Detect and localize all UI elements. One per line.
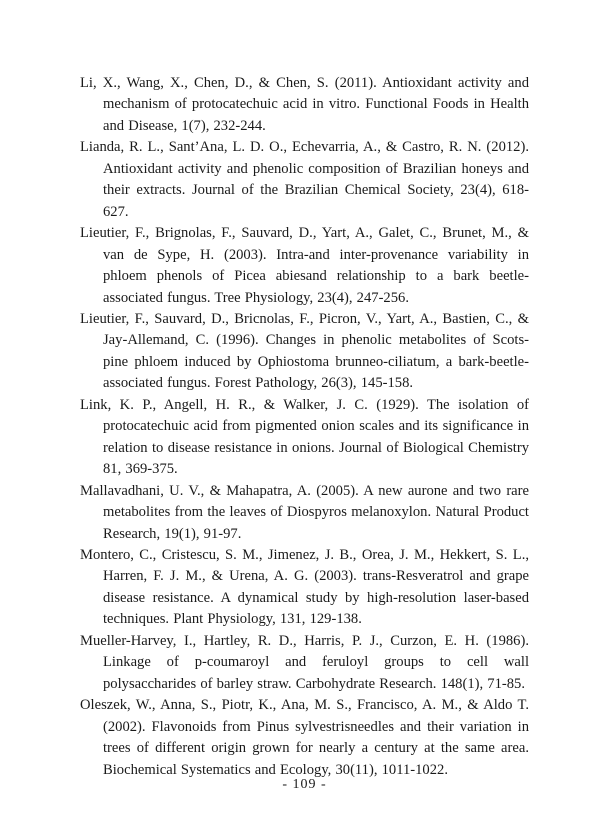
reference-entry-lieutier-1996: Lieutier, F., Sauvard, D., Bricnolas, F., Picron, V., Yart, A., Bastien, C., & Jay-Allemand, C. (1996). Changes in phenolic metabolites of Scots-pine phloem induced by Ophiostoma brunneo-ciliatum, a bark-beetle-associated fungus. Forest Pathology, 26(3), 145-158. [80,310,529,392]
reference-entry-lieutier-2003: Lieutier, F., Brignolas, F., Sauvard, D., Yart, A., Galet, C., Brunet, M., & van de Sype, H. (2003). Intra-and inter-provenance variability in phloem phenols of Picea abiesand relationship to a bark beetle-associated fungus. Tree Physiology, 23(4), 247-256. [80,225,529,306]
reference-list [80,73,529,781]
reference-entry-mallavadhani-2005: Mallavadhani, U. V., & Mahapatra, A. (2005). A new aurone and two rare metabolites from the leaves of Diospyros melanoxylon. Natural Product Research, 19(1), 91-97. [80,482,529,542]
reference-entry-link-1929: Link, K. P., Angell, H. R., & Walker, J. C. (1929). The isolation of protocatechuic acid from pigmented onion scales and its significance in relation to disease resistance in onions. Journal of Biological Chemistry 81, 369-375. [80,396,529,478]
reference-entry-li-2011: Li, X., Wang, X., Chen, D., & Chen, S. (2011). Antioxidant activity and mechanism of protocatechuic acid in vitro. Functional Foods in Health and Disease, 1(7), 232-244. [80,75,529,134]
reference-entry-montero-2003: Montero, C., Cristescu, S. M., Jimenez, J. B., Orea, J. M., Hekkert, S. L., Harren, F. J. M., & Urena, A. G. (2003). trans-Resveratrol and grape disease resistance. A dynamical study by high-resolution laser-based techniques. Plant Physiology, 131, 129-138. [80,546,529,628]
page-number: - 109 - [282,777,327,792]
reference-entry-oleszek-2002: Oleszek, W., Anna, S., Piotr, K., Ana, M. S., Francisco, A. M., & Aldo T. (2002). Flavonoids from Pinus sylvestrisneedles and their variation in trees of different origin grown for nearly a century at the same area. Biochemical Systematics and Ecology, 30(11), 1011-1022. [80,697,529,778]
reference-entry-lianda-2012: Lianda, R. L., Sant’Ana, L. D. O., Echevarria, A., & Castro, R. N. (2012). Antioxidant activity and phenolic composition of Brazilian honeys and their extracts. Journal of the Brazilian Chemical Society, 23(4), 618-627. [80,139,529,220]
reference-entry-mueller-harvey-1986: Mueller-Harvey, I., Hartley, R. D., Harris, P. J., Curzon, E. H. (1986). Linkage of p-coumaroyl and feruloyl groups to cell wall polysaccharides of barley straw. Carbohydrate Research. 148(1), 71-85. [80,632,529,692]
